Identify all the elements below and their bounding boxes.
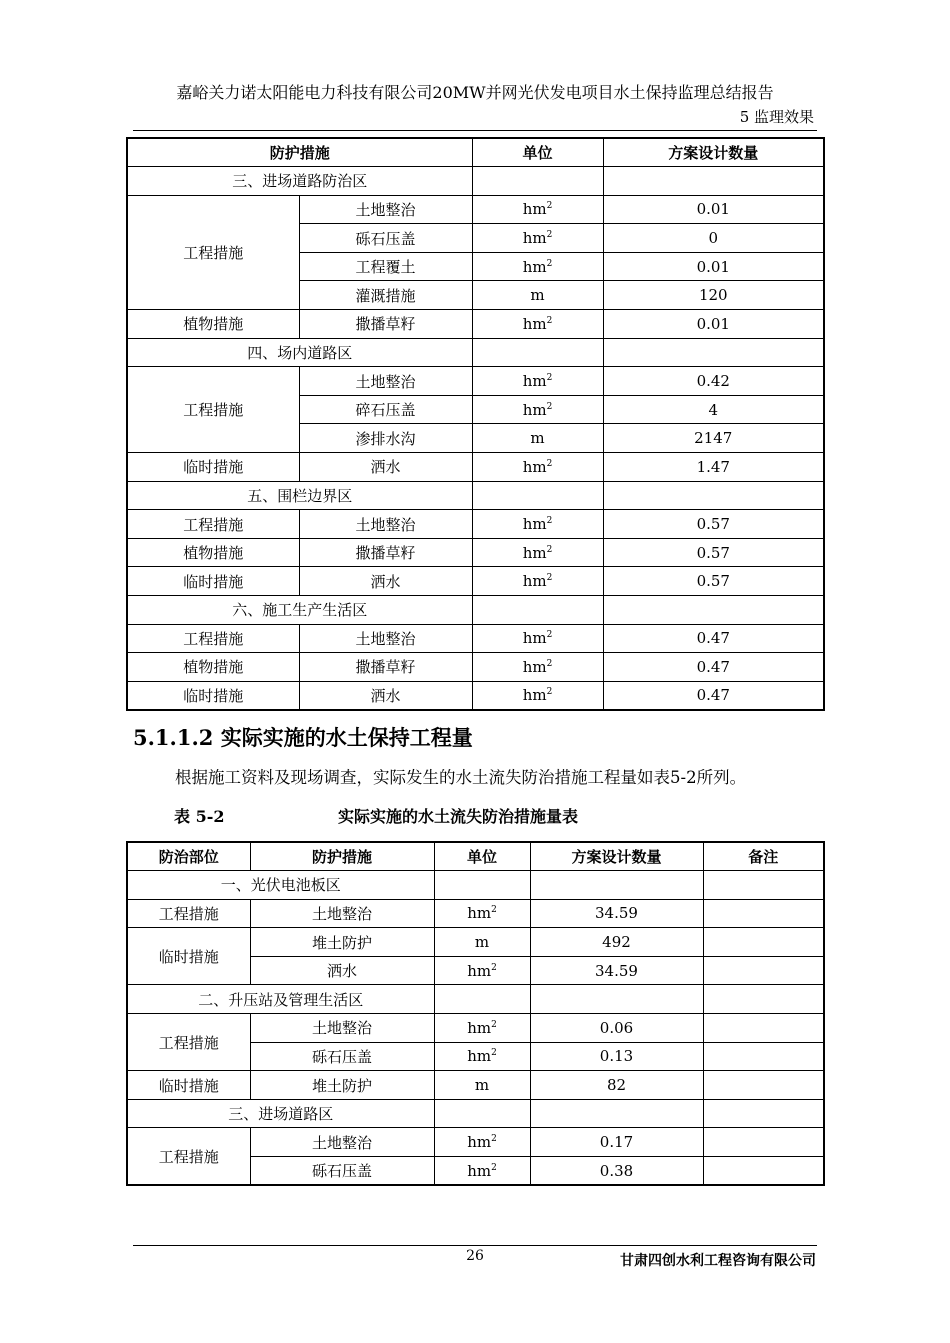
measure-cell: 堆土防护 [250, 928, 434, 957]
unit-text: hm [467, 1161, 492, 1180]
unit-cell [472, 424, 603, 453]
quantity-cell: 0.42 [603, 367, 824, 396]
section-label: 四、场内道路区 [127, 338, 472, 367]
section-label: 五、围栏边界区 [127, 481, 472, 510]
category-cell: 植物措施 [127, 653, 299, 682]
quantity-cell: 120 [603, 281, 824, 310]
unit-cell [472, 567, 603, 596]
unit-superscript: 2 [546, 230, 553, 241]
unit-text: hm [522, 314, 547, 333]
measure-cell: 灌溉措施 [299, 281, 472, 310]
table-section-row [127, 985, 824, 1014]
table-row [127, 624, 824, 653]
category-cell: 工程措施 [127, 195, 299, 309]
measure-cell: 洒水 [299, 567, 472, 596]
remarks-cell [703, 928, 824, 957]
remarks-cell [703, 1157, 824, 1186]
category-cell: 植物措施 [127, 310, 299, 339]
measure-cell: 砾石压盖 [250, 1042, 434, 1071]
unit-superscript: 2 [546, 544, 553, 555]
section-label: 六、施工生产生活区 [127, 596, 472, 625]
table-caption-title: 实际实施的水土流失防治措施量表 [338, 807, 579, 826]
empty-cell [703, 1099, 824, 1128]
unit-superscript: 2 [546, 201, 553, 212]
table-row [127, 1071, 824, 1100]
quantity-cell: 82 [530, 1071, 703, 1100]
quantity-cell: 2147 [603, 424, 824, 453]
unit-superscript: 2 [546, 516, 553, 527]
measure-cell: 洒水 [250, 956, 434, 985]
unit-superscript: 2 [546, 630, 553, 641]
page-header-section: 5 监理效果 [739, 108, 814, 126]
unit-superscript: 2 [546, 373, 553, 384]
quantity-cell: 1.47 [603, 453, 824, 482]
unit-text: m [530, 429, 545, 448]
category-cell: 临时措施 [127, 1071, 250, 1100]
quantity-cell: 0.57 [603, 510, 824, 539]
category-cell: 临时措施 [127, 453, 299, 482]
remarks-cell [703, 1042, 824, 1071]
category-cell: 工程措施 [127, 367, 299, 453]
unit-text: hm [522, 400, 547, 419]
table-row [127, 928, 824, 957]
header-remarks: 备注 [703, 842, 824, 871]
quantity-cell: 0.57 [603, 567, 824, 596]
table-row [127, 653, 824, 682]
table-row [127, 899, 824, 928]
measure-cell: 土地整治 [299, 367, 472, 396]
measure-cell: 土地整治 [299, 195, 472, 224]
table-section-row [127, 338, 824, 367]
empty-cell [530, 985, 703, 1014]
quantity-cell: 0.47 [603, 681, 824, 710]
unit-cell [472, 224, 603, 253]
empty-cell [603, 338, 824, 367]
header-location: 防治部位 [127, 842, 250, 871]
unit-text: hm [522, 200, 547, 219]
unit-superscript: 2 [546, 573, 553, 584]
section-label: 二、升压站及管理生活区 [127, 985, 434, 1014]
table-section-row [127, 871, 824, 900]
empty-cell [472, 481, 603, 510]
measure-cell: 土地整治 [299, 624, 472, 653]
quantity-cell: 0.06 [530, 1014, 703, 1043]
unit-text: m [474, 933, 490, 952]
unit-text: hm [522, 457, 547, 476]
empty-cell [530, 871, 703, 900]
header-measure: 防护措施 [127, 138, 472, 167]
unit-text: hm [467, 904, 492, 923]
measure-cell: 洒水 [299, 453, 472, 482]
unit-cell [472, 310, 603, 339]
section-label: 一、光伏电池板区 [127, 871, 434, 900]
measure-cell: 撒播草籽 [299, 653, 472, 682]
unit-text: hm [522, 657, 547, 676]
unit-superscript: 2 [546, 658, 553, 669]
quantity-cell: 492 [530, 928, 703, 957]
remarks-cell [703, 1128, 824, 1157]
unit-cell [472, 195, 603, 224]
unit-cell [472, 653, 603, 682]
table-row [127, 310, 824, 339]
measure-cell: 渗排水沟 [299, 424, 472, 453]
empty-cell [472, 167, 603, 196]
quantity-cell: 0 [603, 224, 824, 253]
empty-cell [434, 871, 530, 900]
quantity-cell: 34.59 [530, 899, 703, 928]
actual-measures-table [126, 841, 825, 1186]
unit-text: hm [467, 1047, 492, 1066]
unit-superscript: 2 [546, 315, 553, 326]
quantity-cell: 0.01 [603, 310, 824, 339]
measure-cell: 土地整治 [250, 1014, 434, 1043]
measure-cell: 洒水 [299, 681, 472, 710]
unit-cell [472, 395, 603, 424]
table-row [127, 510, 824, 539]
table-row [127, 567, 824, 596]
unit-superscript: 2 [491, 1019, 497, 1030]
table-row [127, 538, 824, 567]
unit-cell [472, 367, 603, 396]
unit-cell [472, 624, 603, 653]
measure-cell: 撒播草籽 [299, 538, 472, 567]
unit-superscript: 2 [491, 1162, 497, 1173]
table-section-row [127, 481, 824, 510]
unit-text: hm [522, 629, 547, 648]
unit-text: hm [522, 572, 547, 591]
table-header-row [127, 138, 824, 167]
header-design-qty: 方案设计数量 [603, 138, 824, 167]
quantity-cell: 0.38 [530, 1157, 703, 1186]
table-section-row [127, 596, 824, 625]
category-cell: 临时措施 [127, 681, 299, 710]
remarks-cell [703, 899, 824, 928]
unit-text: hm [467, 1133, 492, 1152]
unit-text: hm [522, 686, 547, 705]
unit-text: hm [522, 257, 547, 276]
empty-cell [703, 985, 824, 1014]
header-rule [133, 130, 817, 131]
unit-cell [472, 453, 603, 482]
quantity-cell: 4 [603, 395, 824, 424]
empty-cell [434, 1099, 530, 1128]
remarks-cell [703, 1071, 824, 1100]
unit-superscript: 2 [491, 905, 497, 916]
unit-text: hm [522, 515, 547, 534]
table-section-row [127, 1099, 824, 1128]
unit-cell [472, 510, 603, 539]
table-row [127, 681, 824, 710]
unit-text: hm [467, 961, 492, 980]
unit-text: hm [467, 1018, 492, 1037]
empty-cell [703, 871, 824, 900]
quantity-cell: 0.17 [530, 1128, 703, 1157]
category-cell: 工程措施 [127, 1014, 250, 1071]
measure-cell: 砾石压盖 [299, 224, 472, 253]
quantity-cell: 34.59 [530, 956, 703, 985]
measure-cell: 工程覆土 [299, 252, 472, 281]
measure-cell: 砾石压盖 [250, 1157, 434, 1186]
unit-text: hm [522, 372, 547, 391]
measures-design-table [126, 137, 825, 711]
measure-cell: 碎石压盖 [299, 395, 472, 424]
quantity-cell: 0.01 [603, 195, 824, 224]
unit-text: m [474, 1076, 490, 1095]
table-section-row [127, 167, 824, 196]
measure-cell: 堆土防护 [250, 1071, 434, 1100]
measure-cell: 土地整治 [250, 899, 434, 928]
table-caption-number: 表 5-2 [174, 807, 225, 826]
remarks-cell [703, 1014, 824, 1043]
unit-cell [472, 681, 603, 710]
unit-text: hm [522, 229, 547, 248]
body-paragraph: 根据施工资料及现场调查，实际发生的水土流失防治措施工程量如表5-2所列。 [175, 768, 747, 787]
unit-cell [472, 538, 603, 567]
unit-superscript: 2 [491, 1134, 497, 1145]
empty-cell [603, 167, 824, 196]
page-number: 26 [466, 1248, 484, 1264]
section-label: 三、进场道路区 [127, 1099, 434, 1128]
category-cell: 植物措施 [127, 538, 299, 567]
section-heading: 5.1.1.2 实际实施的水土保持工程量 [133, 725, 473, 750]
unit-text: hm [522, 543, 547, 562]
header-unit: 单位 [472, 138, 603, 167]
unit-cell [472, 252, 603, 281]
measure-cell: 土地整治 [250, 1128, 434, 1157]
table-header-row [127, 842, 824, 871]
table-row [127, 1014, 824, 1043]
category-cell: 临时措施 [127, 928, 250, 985]
empty-cell [472, 338, 603, 367]
category-cell: 工程措施 [127, 899, 250, 928]
measure-cell: 土地整治 [299, 510, 472, 539]
quantity-cell: 0.47 [603, 653, 824, 682]
footer-rule [133, 1245, 817, 1246]
unit-cell [434, 1128, 530, 1157]
quantity-cell: 0.01 [603, 252, 824, 281]
empty-cell [603, 596, 824, 625]
category-cell: 工程措施 [127, 1128, 250, 1185]
unit-superscript: 2 [491, 1048, 497, 1059]
empty-cell [472, 596, 603, 625]
quantity-cell: 0.47 [603, 624, 824, 653]
unit-cell [434, 956, 530, 985]
unit-superscript: 2 [546, 458, 553, 469]
measure-cell: 撒播草籽 [299, 310, 472, 339]
unit-cell [434, 1071, 530, 1100]
table-row [127, 367, 824, 396]
header-measure: 防护措施 [250, 842, 434, 871]
section-label: 三、进场道路防治区 [127, 167, 472, 196]
footer-company: 甘肃四创水利工程咨询有限公司 [620, 1253, 816, 1269]
page-header-title: 嘉峪关力诺太阳能电力科技有限公司20MW并网光伏发电项目水土保持监理总结报告 [176, 83, 774, 102]
category-cell: 临时措施 [127, 567, 299, 596]
table-row [127, 1128, 824, 1157]
unit-superscript: 2 [546, 687, 553, 698]
empty-cell [434, 985, 530, 1014]
unit-cell [434, 899, 530, 928]
unit-superscript: 2 [546, 401, 553, 412]
unit-cell [434, 1014, 530, 1043]
empty-cell [530, 1099, 703, 1128]
unit-cell [434, 1157, 530, 1186]
empty-cell [603, 481, 824, 510]
remarks-cell [703, 956, 824, 985]
unit-text: m [530, 286, 545, 305]
table-row [127, 453, 824, 482]
unit-superscript: 2 [546, 258, 553, 269]
unit-cell [434, 1042, 530, 1071]
category-cell: 工程措施 [127, 510, 299, 539]
unit-cell [472, 281, 603, 310]
quantity-cell: 0.13 [530, 1042, 703, 1071]
quantity-cell: 0.57 [603, 538, 824, 567]
table-row [127, 195, 824, 224]
header-unit: 单位 [434, 842, 530, 871]
unit-cell [434, 928, 530, 957]
unit-superscript: 2 [491, 962, 497, 973]
category-cell: 工程措施 [127, 624, 299, 653]
header-design-qty: 方案设计数量 [530, 842, 703, 871]
